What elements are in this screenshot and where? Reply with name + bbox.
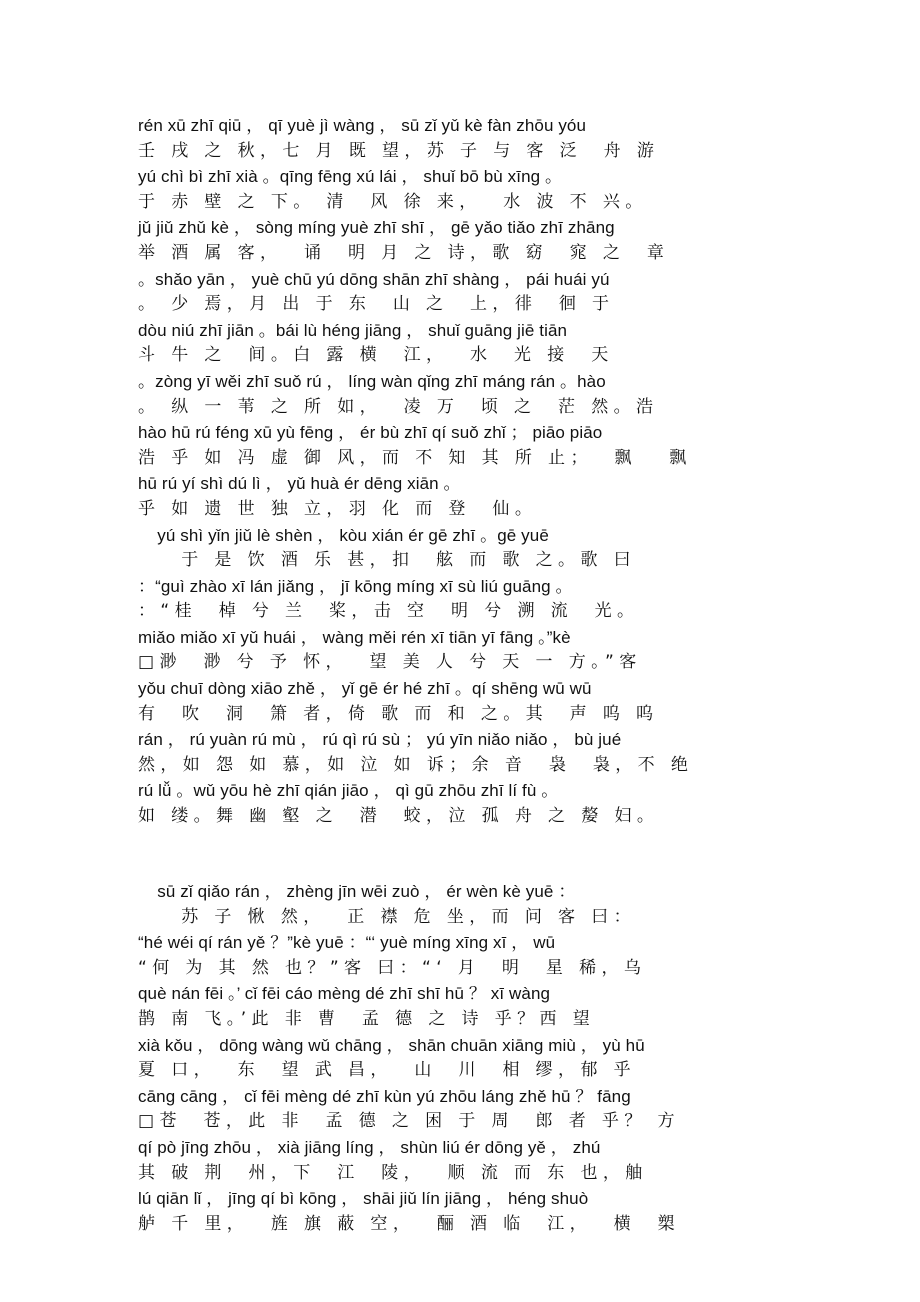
hanzi-line: □苍 苍，此 非 孟 德 之 困 于 周 郎 者 乎？ 方 <box>138 1111 680 1132</box>
hanzi-line: 壬 戌 之 秋，七 月 既 望，苏 子 与 客 泛 舟 游 <box>138 140 660 161</box>
pinyin-line: rén xū zhī qiū ， qī yuè jì wàng ， sū zǐ yǔ kè fàn zhōu yóu <box>138 116 587 135</box>
pinyin-line: rán ， rú yuàn rú mù ， rú qì rú sù ； yú yīn niǎo niǎo ， bù jué <box>138 730 622 750</box>
hanzi-line: ：“桂 棹 兮 兰 桨，击 空 明 兮 溯 流 光。 <box>138 601 640 622</box>
pinyin-line: hū rú yí shì dú lì ， yǔ huà ér dēng xiān 。 <box>138 474 461 494</box>
pinyin-line: sū zǐ qiǎo rán ， zhèng jīn wēi zuò ， ér wèn kè yuē ： <box>138 882 576 901</box>
hanzi-line: “何 为 其 然 也？”客 曰：“‘ 月 明 星 稀，乌 <box>138 957 647 978</box>
hanzi-line: 举 酒 属 客， 诵 明 月 之 诗，歌 窈 窕 之 章 <box>138 242 670 263</box>
pinyin-line: “hé wéi qí rán yě ？”kè yuē ：“‘ yuè míng xīng xī ， wū <box>138 933 556 953</box>
pinyin-line: miǎo miǎo xī yǔ huái ， wàng měi rén xī tiān yī fāng 。”kè <box>138 627 571 647</box>
hanzi-line: 如 缕。舞 幽 壑 之 潜 蛟，泣 孤 舟 之 嫠 妇。 <box>138 806 660 827</box>
hanzi-line: 斗 牛 之 间。白 露 横 江， 水 光 接 天 <box>138 345 614 366</box>
pinyin-line: què nán fēi 。’ cǐ fēi cáo mèng dé zhī shī hū ？ xī wàng <box>138 984 551 1004</box>
pinyin-line: 。zòng yī wěi zhī suǒ rú ， líng wàn qǐng zhī máng rán 。hào <box>138 371 606 391</box>
pinyin-line: qí pò jīng zhōu ， xià jiāng líng ， shùn liú ér dōng yě ， zhú <box>138 1137 601 1157</box>
hanzi-line: 于 是 饮 酒 乐 甚，扣 舷 而 歌 之。歌 曰 <box>138 550 637 571</box>
hanzi-line: 。 少 焉，月 出 于 东 山 之 上，徘 徊 于 <box>138 294 615 315</box>
hanzi-line: 然，如 怨 如 慕，如 泣 如 诉；余 音 袅 袅，不 绝 <box>138 754 694 775</box>
pinyin-line: cāng cāng ， cǐ fēi mèng dé zhī kùn yú zhōu láng zhě hū ？ fāng <box>138 1086 631 1106</box>
hanzi-line: 夏 口， 东 望 武 昌， 山 川 相 缪，郁 乎 <box>138 1060 637 1081</box>
hanzi-line: 其 破 荆 州，下 江 陵， 顺 流 而 东 也，舳 <box>138 1162 648 1183</box>
hanzi-line: 浩 乎 如 冯 虚 御 风，而 不 知 其 所 止； 飘 飘 <box>138 447 692 468</box>
pinyin-line: yú shì yǐn jiǔ lè shèn ， kòu xián ér gē zhī 。gē yuē <box>138 525 549 545</box>
hanzi-line: 舻 千 里， 旌 旗 蔽 空， 酾 酒 临 江， 横 槊 <box>138 1213 681 1234</box>
hanzi-line: 乎 如 遗 世 独 立，羽 化 而 登 仙。 <box>138 498 538 519</box>
hanzi-line: 鹊 南 飞。’此 非 曹 孟 德 之 诗 乎？西 望 <box>138 1008 596 1029</box>
hanzi-line: 于 赤 壁 之 下。 清 风 徐 来， 水 波 不 兴。 <box>138 191 648 212</box>
pinyin-line: yǒu chuī dòng xiāo zhě ， yǐ gē ér hé zhī 。qí shēng wū wū <box>138 679 592 699</box>
hanzi-line: □渺 渺 兮 予 怀， 望 美 人 兮 天 一 方。”客 <box>138 652 642 673</box>
pinyin-line: hào hū rú féng xū yù fēng ， ér bù zhī qí suǒ zhǐ ； piāo piāo <box>138 423 603 443</box>
pinyin-line: lú qiān lǐ ， jīng qí bì kōng ， shāi jiǔ lín jiāng ， héng shuò <box>138 1189 589 1209</box>
pinyin-line: xià kǒu ， dōng wàng wǔ chāng ， shān chuān xiāng miù ， yù hū <box>138 1035 645 1055</box>
text-section-2 <box>138 879 858 1237</box>
text-section-1 <box>138 113 858 830</box>
hanzi-line: 有 吹 洞 箫 者，倚 歌 而 和 之。其 声 呜 呜 <box>138 703 659 724</box>
pinyin-line: rú lǚ 。wǔ yōu hè zhī qián jiāo ， qì gū zhōu zhī lí fù 。 <box>138 781 559 801</box>
pinyin-line: dòu niú zhī jiān 。bái lù héng jiāng ， shuǐ guāng jiē tiān <box>138 320 568 340</box>
pinyin-line: 。shǎo yān ， yuè chū yú dōng shān zhī shàng ， pái huái yú <box>138 269 610 289</box>
hanzi-line: 苏 子 愀 然， 正 襟 危 坐，而 问 客 曰： <box>138 906 637 927</box>
hanzi-line: 。 纵 一 苇 之 所 如， 凌 万 顷 之 茫 然。浩 <box>138 396 659 417</box>
pinyin-line: yú chì bì zhī xià 。qīng fēng xú lái ， shuǐ bō bù xīng 。 <box>138 167 563 187</box>
pinyin-line: jǔ jiǔ zhǔ kè ， sòng míng yuè zhī shī ， gē yǎo tiǎo zhī zhāng <box>138 218 615 238</box>
pinyin-line: ：“guì zhào xī lán jiǎng ， jī kōng míng xī sù liú guāng 。 <box>138 576 573 596</box>
